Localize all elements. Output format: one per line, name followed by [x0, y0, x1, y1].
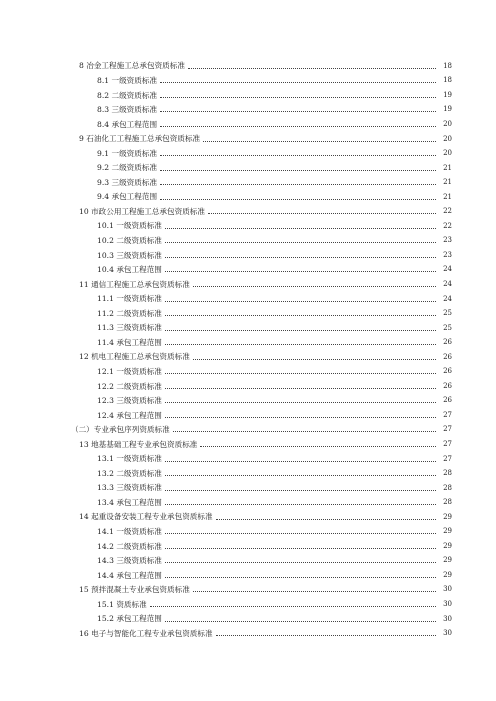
toc-entry-title: 11.2 二级资质标准 [97, 308, 162, 318]
dot-leader [160, 105, 436, 112]
toc-entry-page-number: 27 [443, 410, 452, 419]
dot-leader [160, 164, 436, 171]
toc-entry[interactable] [0, 364, 496, 379]
toc-entry-page-number: 30 [443, 629, 452, 638]
toc-entry-title: 8.2 二级资质标准 [97, 90, 158, 100]
toc-entry-page-number: 26 [443, 352, 452, 361]
toc-entry-title: 10 市政公用工程施工总承包资质标准 [79, 206, 205, 216]
toc-entry-title: 9 石油化工工程施工总承包资质标准 [79, 134, 201, 144]
toc-entry-page-number: 27 [443, 439, 452, 448]
toc-entry-title: 15.1 资质标准 [97, 599, 147, 609]
toc-entry-title: 9.1 一级资质标准 [97, 148, 158, 158]
toc-entry-page-number: 28 [443, 469, 452, 478]
toc-entry[interactable] [0, 190, 496, 205]
toc-entry-title: 10.3 三级资质标准 [97, 250, 162, 260]
dot-leader [165, 338, 436, 345]
toc-entry-page-number: 28 [443, 483, 452, 492]
toc-entry-title: 9.4 承包工程范围 [97, 192, 158, 202]
toc-entry[interactable] [0, 161, 496, 176]
toc-entry[interactable] [0, 583, 496, 598]
toc-entry-page-number: 21 [443, 178, 452, 187]
dot-leader [165, 222, 436, 229]
toc-entry[interactable] [0, 510, 496, 525]
dot-leader [203, 135, 436, 142]
toc-entry[interactable] [0, 612, 496, 627]
toc-entry[interactable] [0, 539, 496, 554]
toc-entry-page-number: 21 [443, 192, 452, 201]
dot-leader [165, 367, 436, 374]
toc-entry-title: 10.4 承包工程范围 [97, 265, 162, 275]
dot-leader [165, 265, 436, 272]
toc-entry-title: 14.1 一级资质标准 [97, 526, 162, 536]
dot-leader [165, 527, 436, 534]
toc-entry[interactable] [0, 219, 496, 234]
toc-entry-title: 14.3 三级资质标准 [97, 556, 162, 566]
dot-leader [165, 236, 436, 243]
toc-entry[interactable] [0, 554, 496, 569]
toc-entry-page-number: 23 [443, 250, 452, 259]
toc-entry-title: 12.3 三级资质标准 [97, 396, 162, 406]
toc-entry-page-number: 30 [443, 585, 452, 594]
toc-entry-title: 10.2 二级资质标准 [97, 236, 162, 246]
toc-entry[interactable] [0, 117, 496, 132]
toc-entry-title: 13.3 三级资质标准 [97, 483, 162, 493]
toc-entry[interactable] [0, 234, 496, 249]
toc-entry-page-number: 19 [443, 90, 452, 99]
toc-entry-title: 14 起重设备安装工程专业承包资质标准 [79, 512, 213, 522]
toc-entry[interactable] [0, 146, 496, 161]
toc-entry[interactable] [0, 525, 496, 540]
toc-entry-title: 10.1 一级资质标准 [97, 221, 162, 231]
toc-entry-title: 9.3 三级资质标准 [97, 177, 158, 187]
toc-entry[interactable] [0, 175, 496, 190]
toc-entry[interactable] [0, 277, 496, 292]
toc-entry[interactable] [0, 466, 496, 481]
dot-leader [165, 469, 436, 476]
toc-entry-page-number: 25 [443, 323, 452, 332]
dot-leader [200, 440, 436, 447]
toc-entry-page-number: 29 [443, 541, 452, 550]
toc-entry-page-number: 24 [443, 265, 452, 274]
dot-leader [165, 484, 436, 491]
toc-entry[interactable] [0, 248, 496, 263]
toc-entry-page-number: 29 [443, 512, 452, 521]
dot-leader [165, 396, 436, 403]
dot-leader [165, 615, 436, 622]
toc-entry-page-number: 19 [443, 105, 452, 114]
toc-entry-page-number: 18 [443, 76, 452, 85]
dot-leader [165, 251, 436, 258]
toc-entry[interactable] [0, 394, 496, 409]
toc-entry-page-number: 26 [443, 367, 452, 376]
dot-leader [193, 353, 436, 360]
toc-entry[interactable] [0, 321, 496, 336]
toc-entry-title: 12.1 一级资质标准 [97, 366, 162, 376]
dot-leader [216, 513, 436, 520]
toc-entry-page-number: 24 [443, 294, 452, 303]
toc-entry[interactable] [0, 59, 496, 74]
toc-entry-title: 14.2 二级资质标准 [97, 541, 162, 551]
toc-entry-title: 14.4 承包工程范围 [97, 570, 162, 580]
dot-leader [173, 425, 436, 432]
toc-entry[interactable] [0, 452, 496, 467]
dot-leader [165, 455, 436, 462]
toc-entry[interactable] [0, 423, 496, 438]
toc-entry[interactable] [0, 626, 496, 641]
toc-entry[interactable] [0, 263, 496, 278]
toc-entry[interactable] [0, 204, 496, 219]
toc-entry-page-number: 23 [443, 236, 452, 245]
dot-leader [160, 120, 436, 127]
toc-entry-title: 15.2 承包工程范围 [97, 614, 162, 624]
toc-entry-title: 13 地基基础工程专业承包资质标准 [79, 439, 198, 449]
toc-entry-page-number: 30 [443, 614, 452, 623]
toc-entry-title: 12.4 承包工程范围 [97, 410, 162, 420]
dot-leader [208, 207, 436, 214]
toc-entry-page-number: 20 [443, 134, 452, 143]
toc-entry-title: 9.2 二级资质标准 [97, 163, 158, 173]
dot-leader [160, 76, 436, 83]
dot-leader [165, 382, 436, 389]
toc-entry-page-number: 20 [443, 119, 452, 128]
toc-entry[interactable] [0, 103, 496, 118]
toc-entry[interactable] [0, 437, 496, 452]
toc-entry-title: 8.1 一级资质标准 [97, 76, 158, 86]
dot-leader [160, 193, 436, 200]
dot-leader [188, 62, 436, 69]
dot-leader [160, 149, 436, 156]
dot-leader [165, 411, 436, 418]
toc-entry[interactable] [0, 379, 496, 394]
toc-entry[interactable] [0, 335, 496, 350]
dot-leader [160, 178, 436, 185]
toc-entry[interactable] [0, 292, 496, 307]
toc-entry-page-number: 29 [443, 570, 452, 579]
toc-entry-title: （二）专业承包序列资质标准 [71, 425, 170, 435]
toc-entry-page-number: 22 [443, 221, 452, 230]
toc-entry-page-number: 29 [443, 527, 452, 536]
dot-leader [216, 629, 436, 636]
table-of-contents [0, 59, 496, 641]
toc-entry-page-number: 29 [443, 556, 452, 565]
toc-entry[interactable] [0, 597, 496, 612]
toc-entry[interactable] [0, 88, 496, 103]
toc-entry-title: 11 通信工程施工总承包资质标准 [79, 279, 190, 289]
toc-entry-page-number: 26 [443, 338, 452, 347]
toc-entry[interactable] [0, 132, 496, 147]
dot-leader [160, 91, 436, 98]
toc-entry-title: 11.4 承包工程范围 [97, 337, 162, 347]
toc-entry-page-number: 21 [443, 163, 452, 172]
toc-entry[interactable] [0, 350, 496, 365]
dot-leader [165, 556, 436, 563]
toc-entry-page-number: 20 [443, 149, 452, 158]
toc-entry-title: 13.4 承包工程范围 [97, 497, 162, 507]
dot-leader [193, 585, 436, 592]
toc-entry-page-number: 28 [443, 498, 452, 507]
toc-entry-title: 12.2 二级资质标准 [97, 381, 162, 391]
toc-entry-title: 15 预拌混凝土专业承包资质标准 [79, 585, 190, 595]
toc-entry[interactable] [0, 408, 496, 423]
dot-leader [165, 571, 436, 578]
toc-entry-page-number: 25 [443, 309, 452, 318]
dot-leader [165, 498, 436, 505]
dot-leader [165, 295, 436, 302]
toc-entry-title: 11.1 一级资质标准 [97, 294, 162, 304]
dot-leader [165, 309, 436, 316]
toc-entry-page-number: 26 [443, 396, 452, 405]
toc-entry[interactable] [0, 481, 496, 496]
toc-entry-page-number: 26 [443, 381, 452, 390]
toc-entry-title: 16 电子与智能化工程专业承包资质标准 [79, 628, 213, 638]
toc-entry-page-number: 30 [443, 600, 452, 608]
toc-entry[interactable] [0, 568, 496, 583]
dot-leader [150, 600, 436, 607]
toc-entry-title: 8.3 三级资质标准 [97, 105, 158, 115]
dot-leader [165, 324, 436, 331]
toc-entry-page-number: 27 [443, 454, 452, 463]
toc-entry[interactable] [0, 495, 496, 510]
toc-entry-page-number: 27 [443, 425, 452, 434]
toc-entry-page-number: 22 [443, 207, 452, 216]
toc-entry-title: 13.1 一级资质标准 [97, 454, 162, 464]
dot-leader [193, 280, 436, 287]
toc-entry-title: 12 机电工程施工总承包资质标准 [79, 352, 190, 362]
dot-leader [165, 542, 436, 549]
toc-entry-title: 11.3 三级资质标准 [97, 323, 162, 333]
toc-entry-page-number: 24 [443, 279, 452, 288]
toc-entry-title: 8 冶金工程施工总承包资质标准 [79, 61, 185, 71]
toc-entry-page-number: 18 [443, 61, 452, 70]
toc-entry[interactable] [0, 306, 496, 321]
toc-entry-title: 13.2 二级资质标准 [97, 468, 162, 478]
toc-entry-title: 8.4 承包工程范围 [97, 119, 158, 129]
toc-entry[interactable] [0, 74, 496, 89]
